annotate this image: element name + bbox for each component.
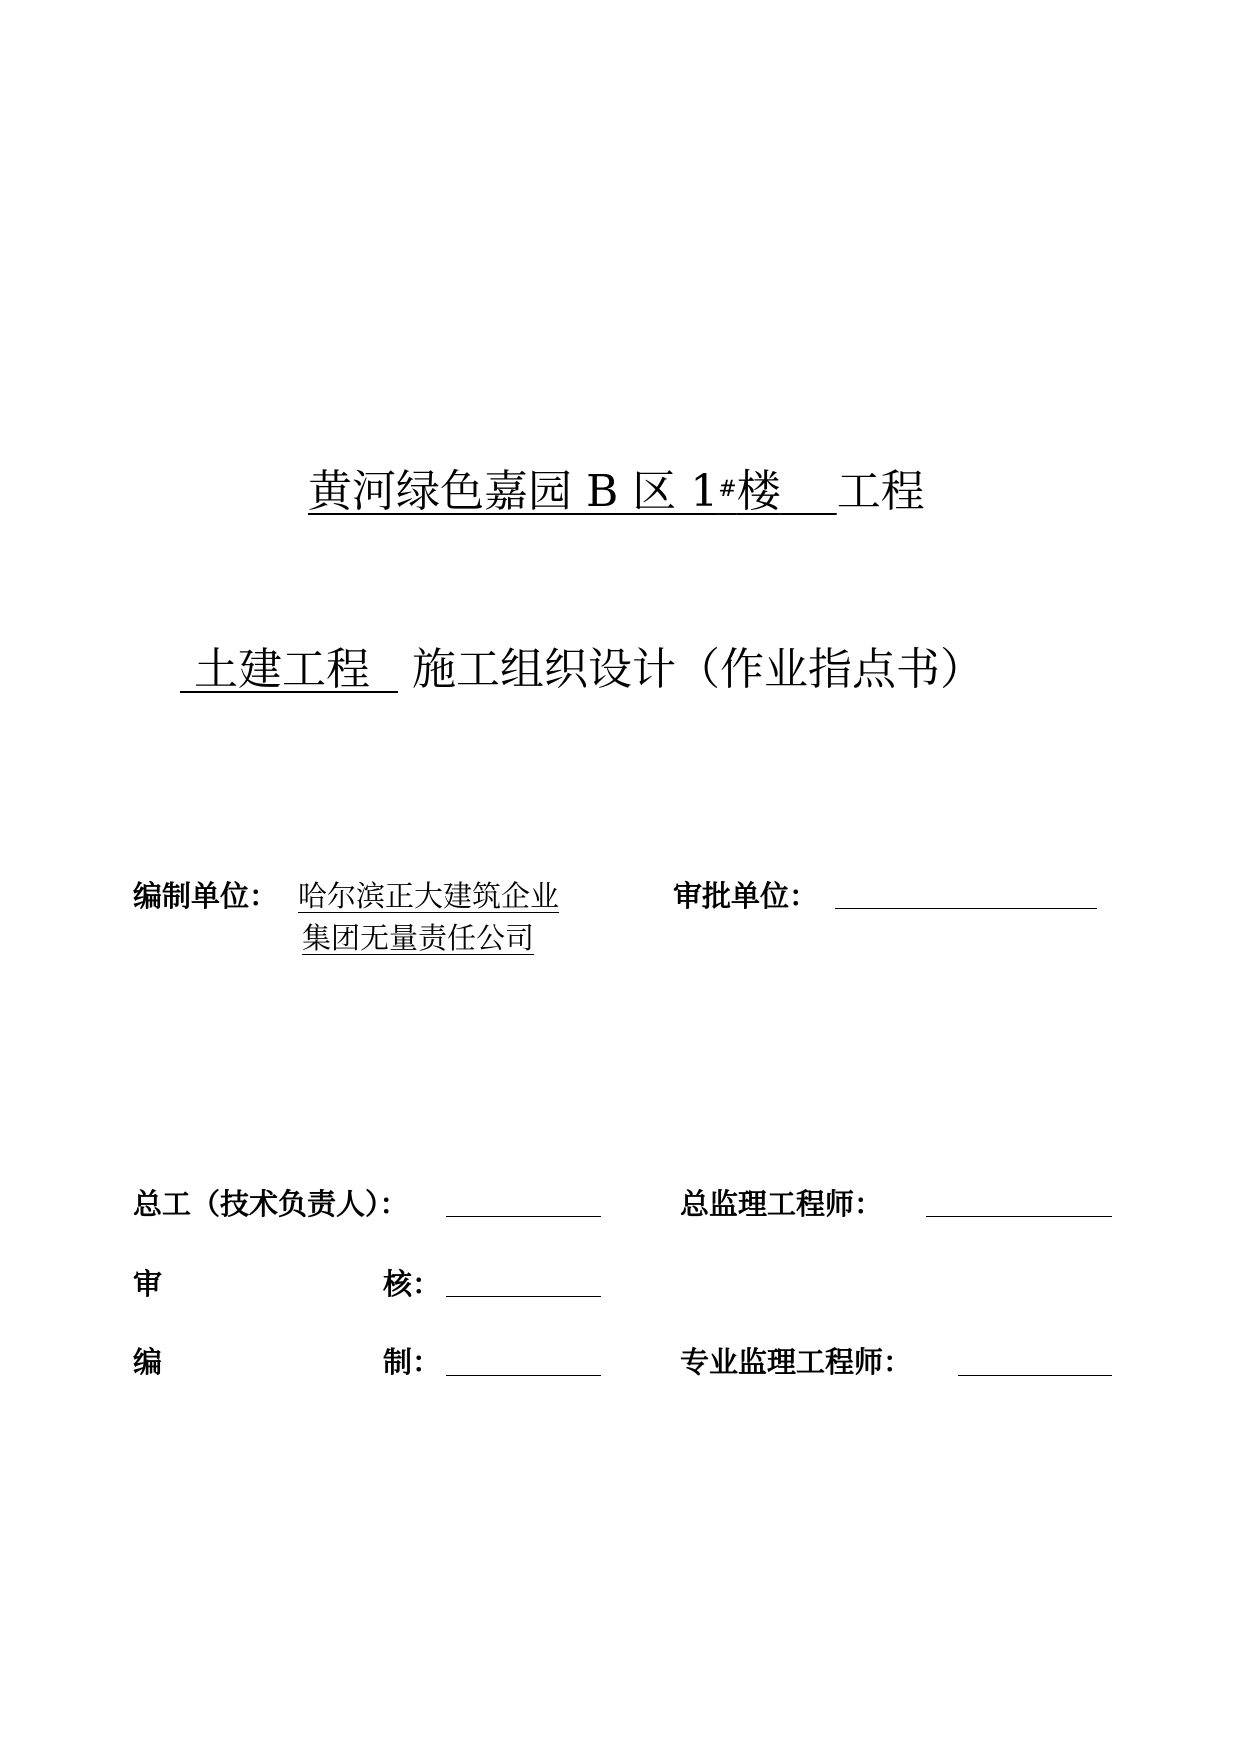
chief-engineer-blank <box>446 1216 601 1217</box>
compile-unit-value-line1: 哈尔滨正大建筑企业 <box>298 879 560 913</box>
review-label-left: 审 <box>133 1267 163 1301</box>
project-title-suffix: 工程 <box>836 466 925 517</box>
compile-blank <box>446 1375 601 1376</box>
approve-unit-blank <box>835 908 1097 909</box>
compile-unit-label: 编制单位： <box>133 879 279 913</box>
document-title <box>180 644 984 696</box>
document-title-suffix: 施工组织设计（作业指点书） <box>411 644 984 695</box>
specialist-supervisor-blank <box>958 1375 1112 1376</box>
discipline-name-underlined: 土建工程 <box>194 644 370 695</box>
number-sign: # <box>718 477 737 502</box>
chief-supervisor-label: 总监理工程师： <box>680 1187 884 1221</box>
project-title <box>308 466 925 518</box>
compile-label-left: 编 <box>133 1345 163 1379</box>
compile-label-right: 制： <box>383 1345 442 1379</box>
specialist-supervisor-label: 专业监理工程师： <box>680 1345 913 1379</box>
chief-engineer-label: 总工（技术负责人）： <box>133 1187 409 1221</box>
chief-supervisor-blank <box>926 1216 1112 1217</box>
compile-unit-value-line2: 集团无量责任公司 <box>302 921 535 955</box>
project-name-underlined: 黄河绿色嘉园 B 区 1#楼 <box>308 466 781 517</box>
approve-unit-label: 审批单位： <box>673 879 819 913</box>
review-label-right: 核： <box>383 1267 442 1301</box>
review-blank <box>446 1296 601 1297</box>
